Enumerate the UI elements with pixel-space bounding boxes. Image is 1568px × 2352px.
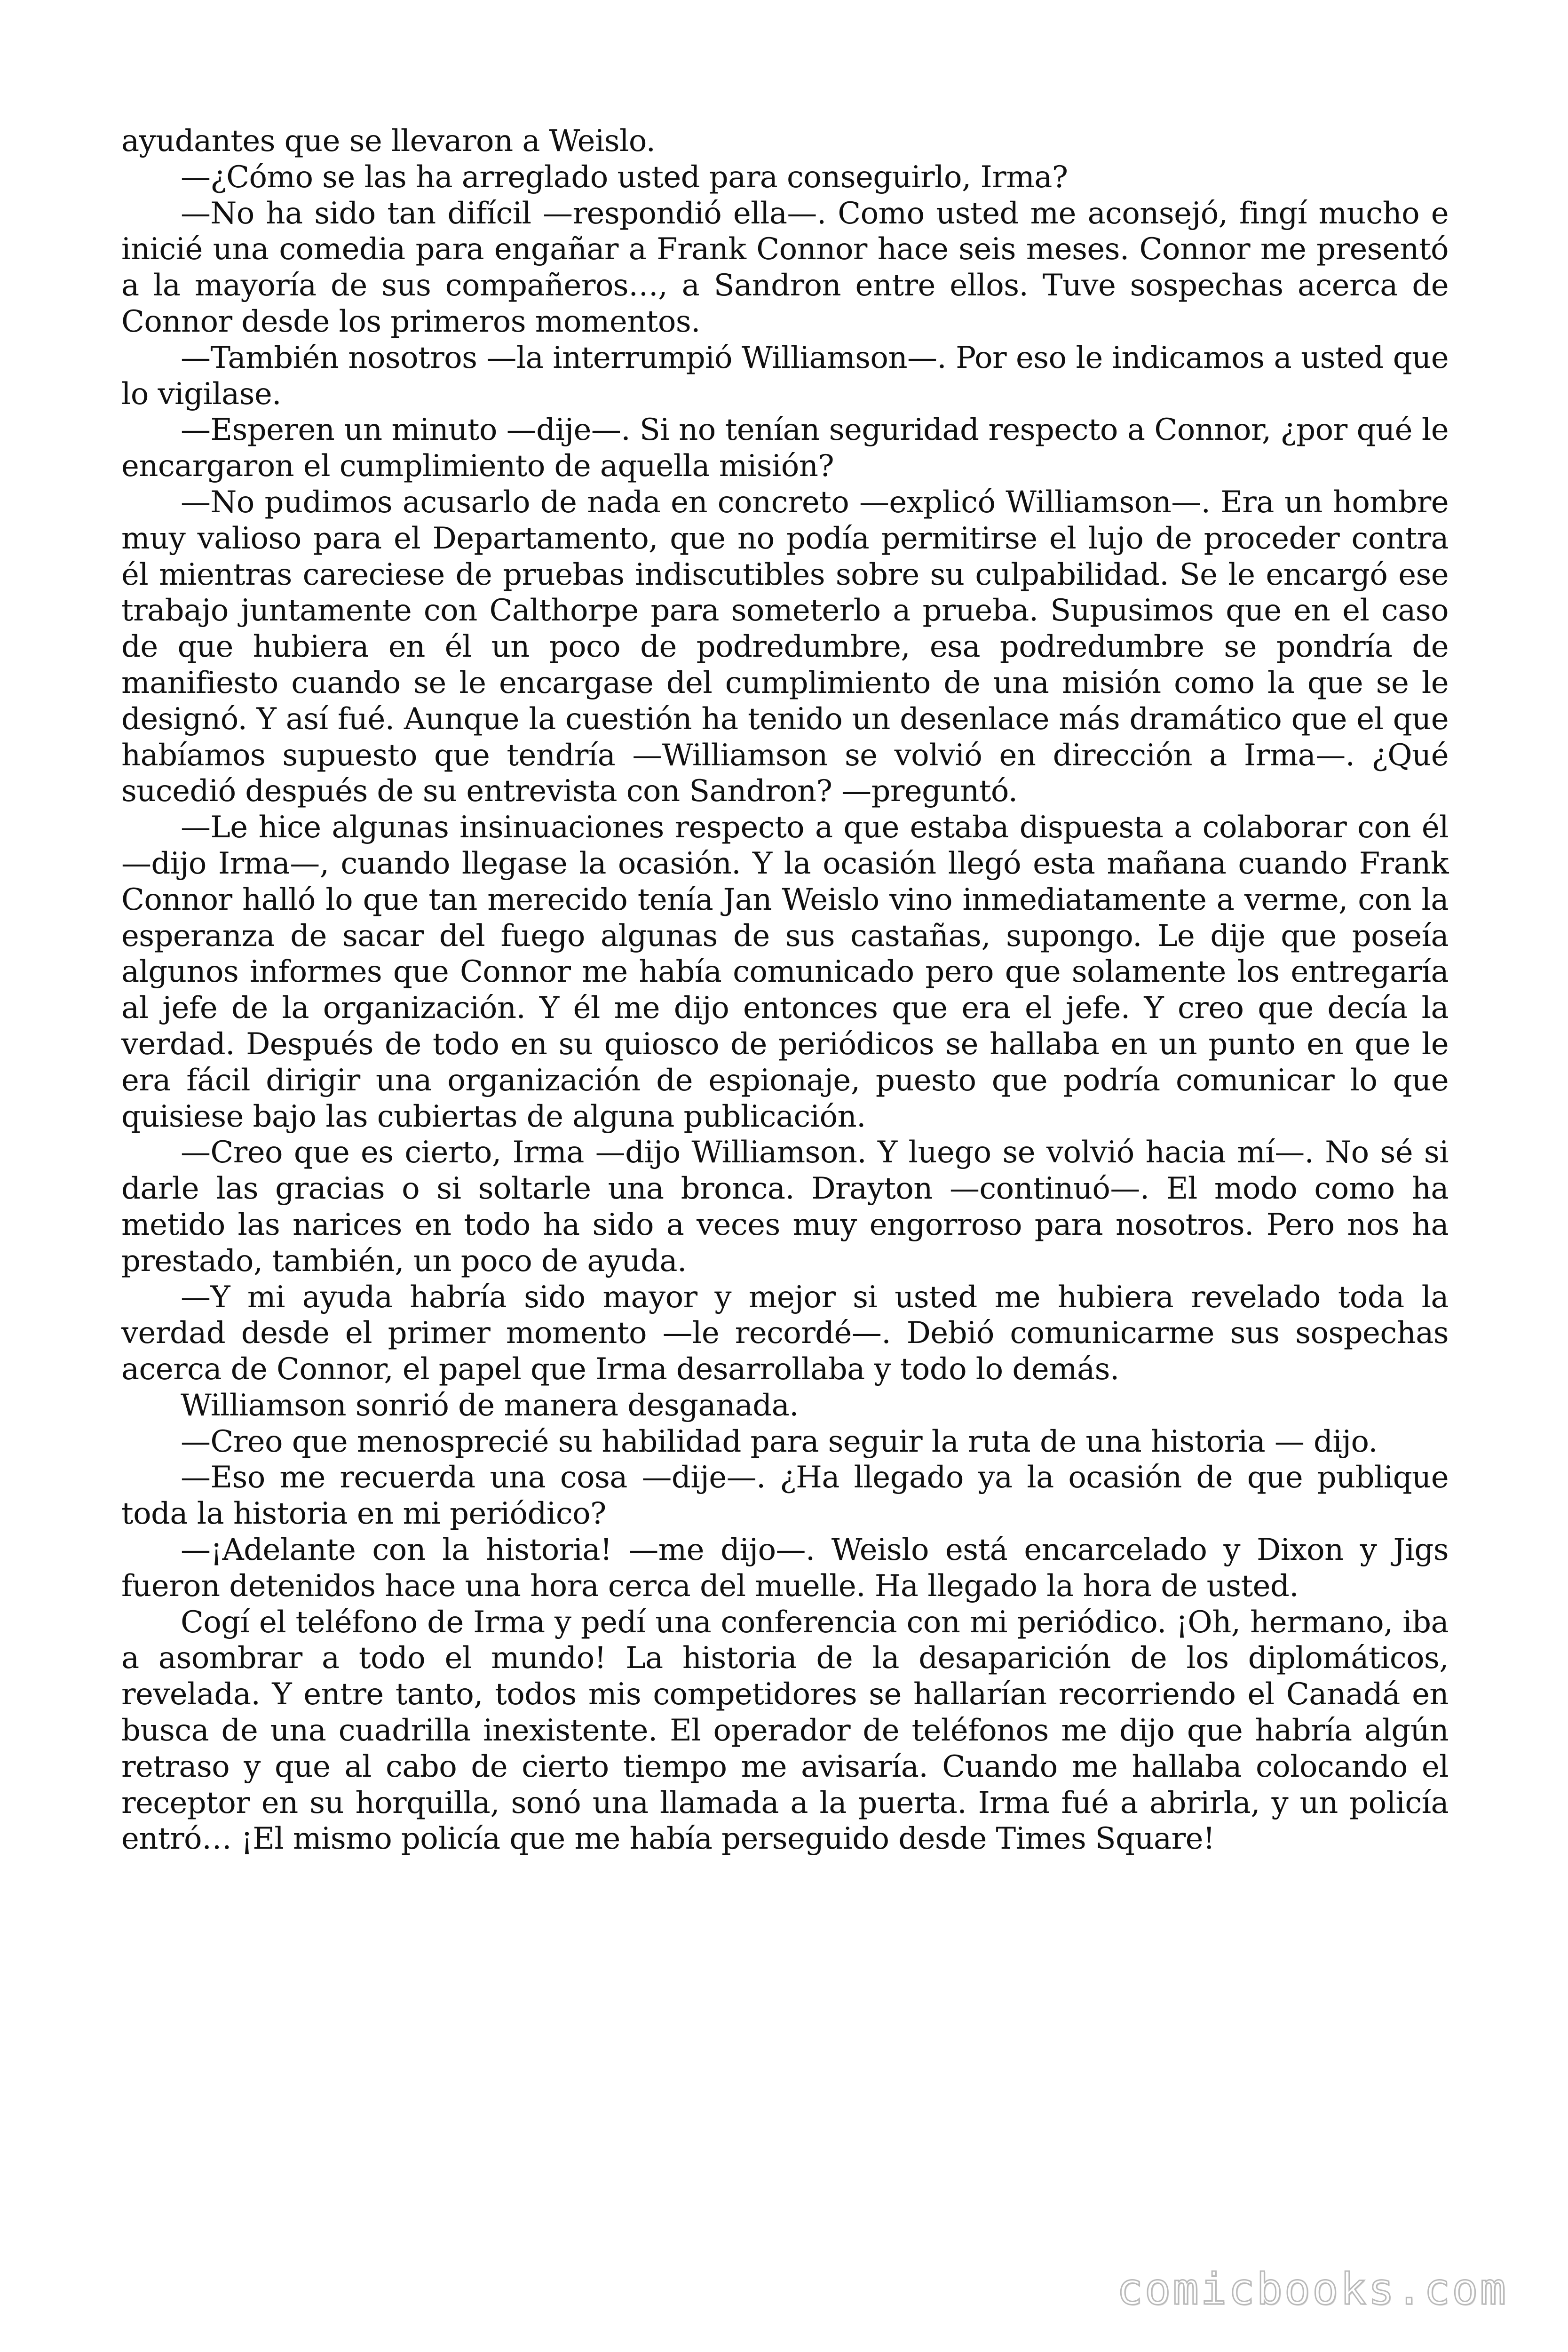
paragraph: —Esperen un minuto —dije—. Si no tenían seguridad respecto a Connor, ¿por qué le encargaron el cumplimiento de aquella misión?: [121, 413, 1449, 484]
paragraph: —También nosotros —la interrumpió Williamson—. Por eso le indicamos a usted que lo vigilase.: [121, 340, 1449, 412]
paragraph: —Eso me recuerda una cosa —dije—. ¿Ha llegado ya la ocasión de que publique toda la historia en mi periódico?: [121, 1460, 1449, 1532]
paragraph: —Creo que es cierto, Irma —dijo Williamson. Y luego se volvió hacia mí—. No sé si darle las gracias o si soltarle una bronca. Drayton —continuó—. El modo como ha metido las narices en todo ha sido a veces muy engorroso para nosotros. Pero nos ha prestado, también, un poco de ayuda.: [121, 1135, 1449, 1279]
paragraph: —Y mi ayuda habría sido mayor y mejor si usted me hubiera revelado toda la verdad desde el primer momento —le recordé—. Debió comunicarme sus sospechas acerca de Connor, el papel que Irma desarrollaba y todo lo demás.: [121, 1279, 1449, 1387]
paragraph: ayudantes que se llevaron a Weislo.: [121, 124, 656, 159]
paragraph: —No pudimos acusarlo de nada en concreto —explicó Williamson—. Era un hombre muy valioso para el Departamento, que no podía permitirse el lujo de proceder contra él mientras careciese de pruebas indiscutibles sobre su culpabilidad. Se le encargó ese trabajo juntamente con Calthorpe para someterlo a prueba. Supusimos que en el caso de que hubiera en él un poco de podredumbre, esa podredumbre se pondría de manifiesto cuando se le encargase del cumplimiento de una misión como la que se le designó. Y así fué. Aunque la cuestión ha tenido un desenlace más dramático que el que habíamos supuesto que tendría —Williamson se volvió en dirección a Irma—. ¿Qué sucedió después de su entrevista con Sandron? —preguntó.: [121, 485, 1449, 809]
paragraph: —¡Adelante con la historia! —me dijo—. Weislo está encarcelado y Dixon y Jigs fueron detenidos hace una hora cerca del muelle. Ha llegado la hora de usted.: [121, 1533, 1449, 1604]
page-body-text: [121, 123, 1449, 1857]
site-watermark: comicbooks.com: [1117, 2264, 1508, 2314]
paragraph: —¿Cómo se las ha arreglado usted para conseguirlo, Irma?: [181, 159, 1068, 195]
paragraph: —Le hice algunas insinuaciones respecto a que estaba dispuesta a colaborar con él —dijo Irma—, cuando llegase la ocasión. Y la ocasión llegó esta mañana cuando Frank Connor halló lo que tan merecido tenía Jan Weislo vino inmediatamente a verme, con la esperanza de sacar del fuego algunas de sus castañas, supongo. Le dije que poseía algunos informes que Connor me había comunicado pero que solamente los entregaría al jefe de la organización. Y él me dijo entonces que era el jefe. Y creo que decía la verdad. Después de todo en su quiosco de periódicos se hallaba en un punto en que le era fácil dirigir una organización de espionaje, puesto que podría comunicar lo que quisiese bajo las cubiertas de alguna publicación.: [121, 810, 1449, 1134]
paragraph: —No ha sido tan difícil —respondió ella—. Como usted me aconsejó, fingí mucho e inicié una comedia para engañar a Frank Connor hace seis meses. Connor me presentó a la mayoría de sus compañeros…, a Sandron entre ellos. Tuve sospechas acerca de Connor desde los primeros momentos.: [121, 196, 1449, 339]
paragraph: —Creo que menosprecié su habilidad para seguir la ruta de una historia — dijo.: [181, 1424, 1378, 1459]
paragraph: Cogí el teléfono de Irma y pedí una conferencia con mi periódico. ¡Oh, hermano, iba a asombrar a todo el mundo! La historia de la desaparición de los diplomáticos, revelada. Y entre tanto, todos mis competidores se hallarían recorriendo el Canadá en busca de una cuadrilla inexistente. El operador de teléfonos me dijo que habría algún retraso y que al cabo de cierto tiempo me avisaría. Cuando me hallaba colocando el receptor en su horquilla, sonó una llamada a la puerta. Irma fué a abrirla, y un policía entró… ¡El mismo policía que me había perseguido desde Times Square!: [121, 1605, 1449, 1857]
paragraph: Williamson sonrió de manera desganada.: [181, 1388, 799, 1423]
